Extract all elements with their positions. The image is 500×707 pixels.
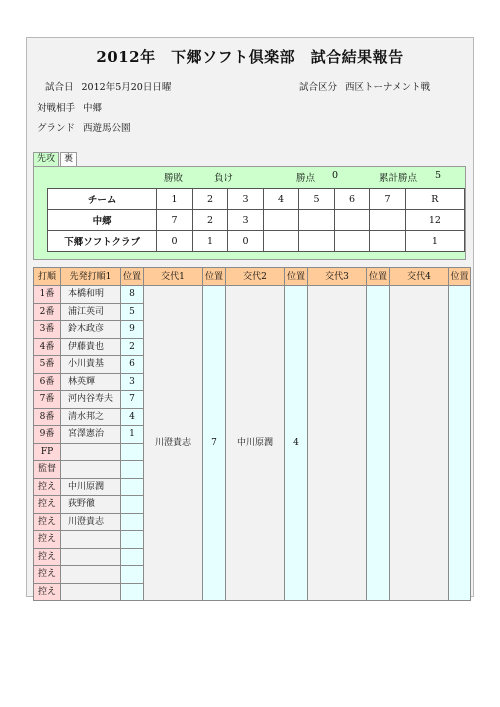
sub2-name: 中川原潤 — [226, 286, 285, 601]
starter-position: 6 — [121, 356, 144, 374]
inning-score — [263, 210, 299, 231]
result-value: 負け — [214, 173, 234, 184]
col-pos: 位置 — [367, 268, 390, 286]
col-pos: 位置 — [121, 268, 144, 286]
starter-position: 2 — [121, 338, 144, 356]
starter-position — [121, 461, 144, 479]
starter-name: 宮澤憲治 — [61, 426, 121, 444]
starter-name — [61, 583, 121, 601]
col-order: 打順 — [34, 268, 61, 286]
score-panel — [33, 166, 466, 260]
inning-score: 0 — [228, 231, 264, 252]
team-name: 中郷 — [48, 210, 157, 231]
total-runs: 12 — [405, 210, 464, 231]
category-label: 試合区分 — [299, 82, 338, 93]
starter-name — [61, 548, 121, 566]
col-pos: 位置 — [203, 268, 226, 286]
starter-position — [121, 496, 144, 514]
starter-name — [61, 443, 121, 461]
result-label: 勝敗 — [164, 173, 184, 184]
starter-position — [121, 583, 144, 601]
sub4-name — [390, 286, 449, 601]
lineup-table — [33, 267, 471, 601]
report-sheet — [26, 37, 474, 597]
lineup-header — [34, 268, 471, 286]
starter-position: 4 — [121, 408, 144, 426]
col-sub3: 交代3 — [308, 268, 367, 286]
batting-slot: 控え — [34, 548, 61, 566]
batting-slot: 監督 — [34, 461, 61, 479]
batting-slot: 控え — [34, 478, 61, 496]
starter-name — [61, 531, 121, 549]
batting-slot: 控え — [34, 583, 61, 601]
match-date — [45, 79, 171, 93]
sub1-name: 川澄貴志 — [144, 286, 203, 601]
starter-name: 川澄貴志 — [61, 513, 121, 531]
sub2-position: 4 — [285, 286, 308, 601]
inning-5-header: 5 — [299, 189, 335, 210]
col-starter: 先発打順1 — [61, 268, 121, 286]
points-value: 0 — [332, 170, 339, 181]
batting-slot: 控え — [34, 513, 61, 531]
inning-tabs — [33, 152, 78, 166]
inning-score — [370, 210, 406, 231]
batting-slot: 4番 — [34, 338, 61, 356]
starter-name — [61, 461, 121, 479]
scoreboard — [47, 188, 465, 252]
lineup-row — [34, 286, 471, 304]
starter-position: 3 — [121, 373, 144, 391]
inning-score: 7 — [157, 210, 193, 231]
total-runs: 1 — [405, 231, 464, 252]
batting-slot: 控え — [34, 531, 61, 549]
col-sub2: 交代2 — [226, 268, 285, 286]
ground-value: 西遊馬公園 — [83, 123, 131, 134]
starter-name: 林英輝 — [61, 373, 121, 391]
col-sub1: 交代1 — [144, 268, 203, 286]
tab-top[interactable]: 先攻 — [33, 152, 59, 166]
starter-name: 本橋和明 — [61, 286, 121, 304]
starter-position: 7 — [121, 391, 144, 409]
ground-label: グランド — [37, 123, 76, 134]
col-pos: 位置 — [285, 268, 308, 286]
starter-position — [121, 513, 144, 531]
date-value: 2012年5月20日日曜 — [81, 82, 172, 93]
inning-score — [263, 231, 299, 252]
starter-name: 浦江英司 — [61, 303, 121, 321]
batting-slot: 9番 — [34, 426, 61, 444]
inning-score — [370, 231, 406, 252]
inning-score — [334, 231, 370, 252]
page-title: 2012年 下郷ソフト倶楽部 試合結果報告 — [96, 48, 404, 66]
sub4-position — [449, 286, 471, 601]
starter-position: 1 — [121, 426, 144, 444]
batting-slot: 3番 — [34, 321, 61, 339]
starter-position: 8 — [121, 286, 144, 304]
starter-position — [121, 548, 144, 566]
team-name: 下郷ソフトクラブ — [48, 231, 157, 252]
category-value: 西区トーナメント戦 — [345, 82, 431, 93]
points-label: 勝点 — [296, 173, 316, 184]
scoreboard-row-opponent — [48, 210, 465, 231]
team-header: チーム — [48, 189, 157, 210]
batting-slot: 2番 — [34, 303, 61, 321]
starter-position — [121, 443, 144, 461]
sub1-position: 7 — [203, 286, 226, 601]
date-label: 試合日 — [45, 82, 74, 93]
match-category — [299, 79, 430, 93]
total-value: 5 — [435, 170, 442, 181]
tab-bottom[interactable]: 裏 — [60, 152, 77, 166]
col-pos: 位置 — [449, 268, 471, 286]
inning-score: 2 — [192, 210, 228, 231]
starter-name: 荻野徹 — [61, 496, 121, 514]
starter-name: 清水邦之 — [61, 408, 121, 426]
inning-7-header: 7 — [370, 189, 406, 210]
batting-slot: 5番 — [34, 356, 61, 374]
col-sub4: 交代4 — [390, 268, 449, 286]
opponent — [37, 100, 102, 114]
inning-score: 1 — [192, 231, 228, 252]
starter-name — [61, 566, 121, 584]
inning-score: 3 — [228, 210, 264, 231]
ground — [37, 120, 131, 134]
inning-1-header: 1 — [157, 189, 193, 210]
starter-position: 9 — [121, 321, 144, 339]
starter-name: 小川貴基 — [61, 356, 121, 374]
starter-position — [121, 478, 144, 496]
scoreboard-row-home — [48, 231, 465, 252]
batting-slot: 控え — [34, 566, 61, 584]
starter-name: 鈴木政彦 — [61, 321, 121, 339]
opponent-label: 対戦相手 — [37, 103, 76, 114]
sub3-position — [367, 286, 390, 601]
inning-3-header: 3 — [228, 189, 264, 210]
inning-score: 0 — [157, 231, 193, 252]
inning-6-header: 6 — [334, 189, 370, 210]
starter-name: 中川原潤 — [61, 478, 121, 496]
opponent-value: 中郷 — [83, 103, 103, 114]
inning-score — [299, 210, 335, 231]
starter-name: 河内谷寿夫 — [61, 391, 121, 409]
starter-name: 伊藤貴也 — [61, 338, 121, 356]
inning-4-header: 4 — [263, 189, 299, 210]
batting-slot: 控え — [34, 496, 61, 514]
batting-slot: 1番 — [34, 286, 61, 304]
batting-slot: 8番 — [34, 408, 61, 426]
inning-score — [334, 210, 370, 231]
scoreboard-header — [48, 189, 465, 210]
batting-slot: 7番 — [34, 391, 61, 409]
sub3-name — [308, 286, 367, 601]
inning-score — [299, 231, 335, 252]
total-label: 累計勝点 — [379, 173, 418, 184]
starter-position — [121, 566, 144, 584]
starter-position: 5 — [121, 303, 144, 321]
batting-slot: FP — [34, 443, 61, 461]
inning-2-header: 2 — [192, 189, 228, 210]
runs-header: R — [405, 189, 464, 210]
starter-position — [121, 531, 144, 549]
batting-slot: 6番 — [34, 373, 61, 391]
